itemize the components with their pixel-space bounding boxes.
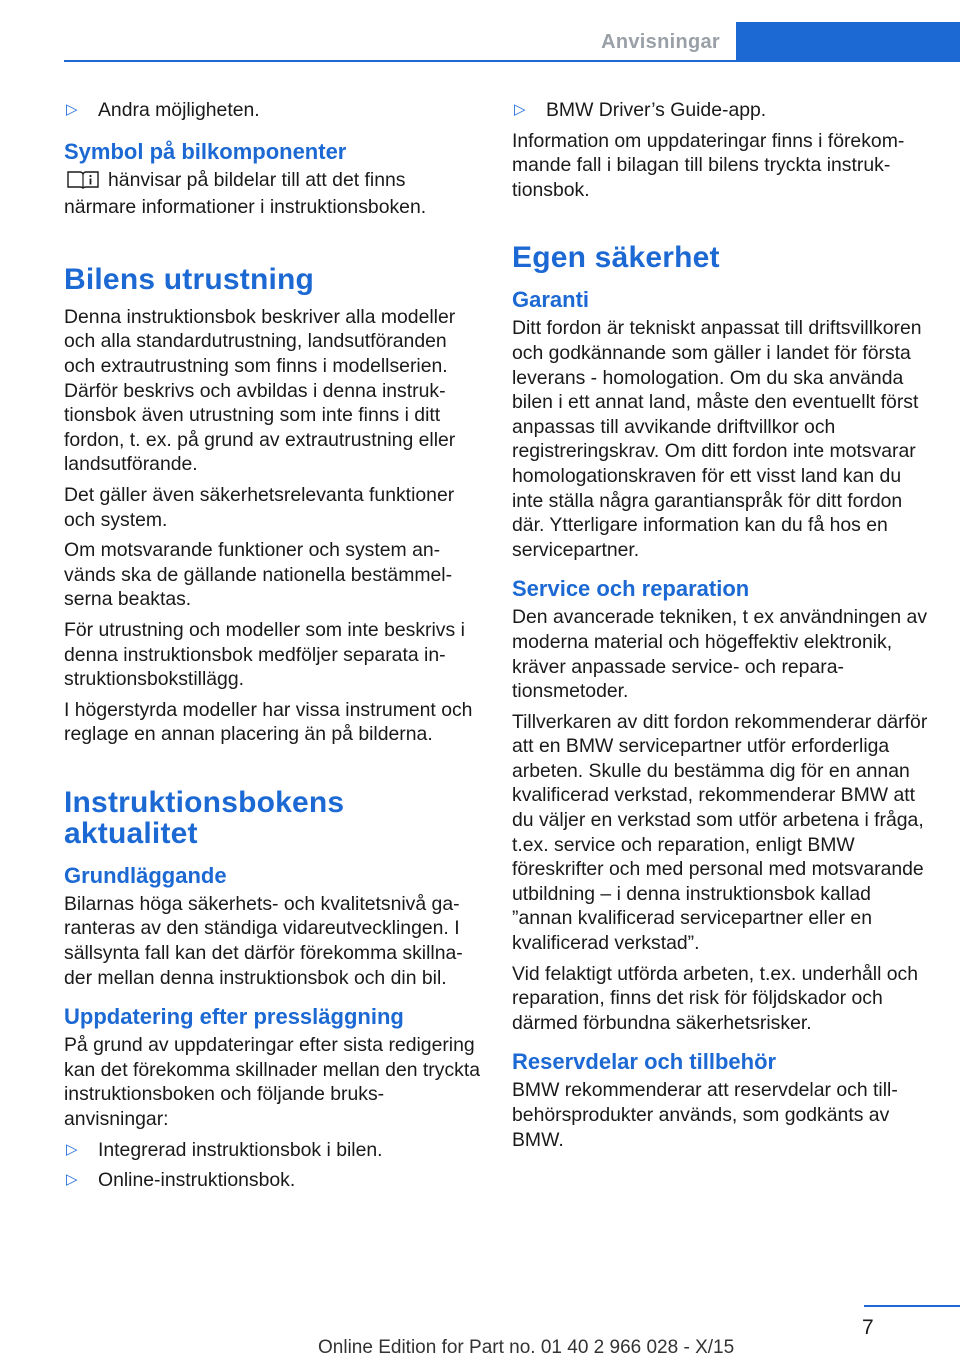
list-item: [64, 1168, 482, 1193]
heading-update: Uppdatering efter pressläggning: [64, 1004, 404, 1030]
heading-basic: Grundläggande: [64, 862, 227, 888]
heading-safety: Egen säkerhet: [512, 241, 720, 275]
triangle-bullet-icon: ▷: [514, 101, 526, 118]
symbol-text-1: hänvisar på bildelar till att det finns: [108, 168, 406, 191]
list-item: [64, 98, 482, 123]
paragraph: Om motsvarande funktioner och system används ska de gällande nationella bestämmelserna beaktas.: [64, 539, 453, 611]
page-number: 7: [862, 1316, 874, 1339]
list-item-text: Online-instruktionsbok.: [98, 1169, 296, 1192]
footer-edition: Online Edition for Part no. 01 40 2 966 028 - X/15: [318, 1337, 735, 1358]
symbol-paragraph: [64, 168, 482, 220]
paragraph: Vid felaktigt utförda arbeten, t.ex. underhåll och reparation, finns det risk för följdskador och därmed förbundna säkerhetsrisker.: [512, 962, 919, 1034]
book-info-icon: [66, 169, 100, 196]
header-accent-block: [736, 22, 960, 62]
triangle-bullet-icon: ▷: [66, 1140, 78, 1158]
heading-actuality-line-2: aktualitet: [64, 816, 198, 850]
paragraph: Tillverkaren av ditt fordon rekommenderar därför att en BMW servicepartner utför erforderliga arbeten. Skulle du bestämma dig för en annan kvalificerad verkstad, rekommenderar BMW att du väljer en verkstad som utför arbetena i fråga, t.ex. service och reparation, enligt BMW föreskrifter och med personal med motsvarande utbildning – i denna instruktionsbok kallad ”annan kvalificerad servicepartner eller en kvalificerad verkstad”.: [512, 710, 928, 955]
paragraph: Denna instruktionsbok beskriver alla modeller och alla standardutrustning, landsutföranden och extrautrustning som finns i modellserien. Därför beskrivs och avbildas i denna instruktionsbok även utrustning som inte finns i ditt fordon, t. ex. på grund av extrautrustning eller landsutförande.: [64, 305, 456, 476]
list-item: [64, 1138, 482, 1163]
triangle-bullet-icon: ▷: [66, 1171, 78, 1189]
heading-service: Service och reparation: [512, 576, 750, 602]
list-item-text: Integrerad instruktionsbok i bilen.: [98, 1138, 383, 1161]
heading-actuality-line-1: Instruktionsbokens: [64, 785, 345, 819]
triangle-bullet-icon: ▷: [66, 101, 78, 118]
list-item-text: Andra möjligheten.: [98, 99, 260, 121]
paragraph: I högerstyrda modeller har vissa instrument och reglage en annan placering än på bilderna.: [64, 698, 473, 746]
list-item-text: BMW Driver’s Guide-app.: [546, 99, 767, 121]
paragraph: Bilarnas höga säkerhets- och kvalitetsnivå garanteras av den ständiga vidareutvecklingen. I sällsynta fall kan det därför förekomma skillnader mellan denna instruktionsbok och din bil.: [64, 892, 463, 989]
paragraph: På grund av uppdateringar efter sista redigering kan det förekomma skillnader mellan den tryckta instruktionsboken och följande bruksanvisningar:: [64, 1034, 481, 1131]
heading-equipment: Bilens utrustning: [64, 262, 315, 296]
right-column: [512, 98, 930, 1158]
paragraph: För utrustning och modeller som inte beskrivs i denna instruktionsbok medföljer separata instruktionsbokstillägg.: [64, 618, 465, 691]
list-item: [512, 98, 930, 123]
section-title: Anvisningar: [601, 31, 720, 53]
symbol-text-2: närmare informationer i instruktionsboken.: [64, 196, 427, 219]
heading-symbol: Symbol på bilkomponenter: [64, 138, 347, 164]
left-column: [64, 98, 482, 1199]
paragraph: BMW rekommenderar att reservdelar och tillbehörsprodukter används, som godkänts av BMW.: [512, 1079, 898, 1151]
paragraph: Den avancerade tekniken, t ex användningen av moderna material och högeffektiv elektronik, kräver anpassade service- och reparationsmetoder.: [512, 606, 928, 703]
paragraph: Information om uppdateringar finns i förekommande fall i bilagan till bilens tryckta instruktionsbok.: [512, 129, 905, 201]
heading-actuality: [64, 787, 482, 849]
paragraph: Det gäller även säkerhetsrelevanta funktioner och system.: [64, 483, 455, 531]
heading-warranty: Garanti: [512, 287, 590, 313]
heading-parts: Reservdelar och tillbehör: [512, 1049, 777, 1075]
footer-rule: [864, 1305, 960, 1307]
paragraph: Ditt fordon är tekniskt anpassat till driftsvillkoren och godkännande som gäller i landet för första leverans - homologation. Om du ska använda bilen i ett annat land, måste den eventuellt först anpassas till avvikande driftvillkor och registreringskrav. Om ditt fordon inte motsvarar homologationskraven för ett visst land kan du inte ställa några garantianspråk för ditt fordon där. Ytterligare information kan du få hos en servicepartner.: [512, 317, 922, 561]
